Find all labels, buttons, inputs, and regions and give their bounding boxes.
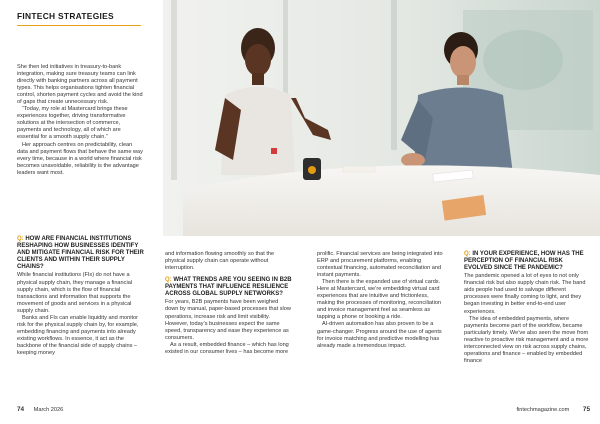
intro-column	[17, 64, 144, 177]
column-1	[17, 236, 144, 357]
paragraph: AI-driven automation has also proven to be a game-changer. Progress around the use of agents for invoice matching and predictive modelling has already made a tremendous impact.	[317, 321, 442, 349]
section-rule	[17, 25, 141, 26]
column-4	[464, 251, 591, 365]
paragraph: As a result, embedded finance – which has long existed in our consumer lives – has become more	[165, 341, 289, 355]
question-label: Q:	[17, 236, 24, 242]
paragraph: The pandemic opened a lot of eyes to not only financial risk but also supply chain risk. The band aids people had used to salvage different processes were finally coming to light, and they began investing in better end-to-end user experiences.	[464, 273, 586, 315]
intro-paragraph-2: “Today, my role at Mastercard brings these experiences together, driving transformative solutions at the intersection of commerce, payments and technology, all of which are essential for a smooth supply chain.”	[17, 106, 128, 141]
question-text: HOW ARE FINANCIAL INSTITUTIONS RESHAPING HOW BUSINESSES IDENTIFY AND MITIGATE FINANCIAL RISK FOR THEIR CLIENTS AND WITHIN THEIR SUPPLY CHAINS?	[17, 236, 144, 271]
intro-paragraph-3: Her approach centres on predictability, clean data and payment flows that behave the same way every time, because in a world where financial risk becomes unavoidable, reliability is the advantage leaders want most.	[17, 141, 143, 176]
question-text: IN YOUR EXPERIENCE, HOW HAS THE PERCEPTION OF FINANCIAL RISK EVOLVED SINCE THE PANDEMIC?	[464, 251, 584, 272]
intro-paragraph-1: She then led initiatives in treasury-to-bank integration, making sure treasury teams can link directly with banking partners across all payment types. This helps organisations tighten financial control, shorten payment cycles and avoid the kind of gaps that create unnecessary risk.	[17, 64, 143, 106]
page-number-right: 75	[582, 406, 590, 413]
meeting-photo	[163, 0, 600, 236]
paragraph: The idea of embedded payments, where payments become part of the workflow, became particularly timely. We’ve also seen the move from reactive to proactive risk management and a more interconnected view on risk across supply chains, operations and finance – enabled by embedded finance	[464, 315, 589, 364]
question-heading-1	[17, 236, 144, 271]
paragraph: While financial institutions (FIs) do not have a physical supply chain, they manage a financial supply chain, which is the flow of financial transactions and information that supports the movement of goods and services in a physical supply chain.	[17, 272, 133, 314]
paragraph: prolific. Financial services are being integrated into ERP and procurement platforms, enabling contextual financing, automated reconciliation and instant payments.	[317, 251, 443, 279]
footer-left	[17, 406, 63, 413]
question-label: Q:	[464, 251, 471, 257]
question-heading-2	[165, 277, 292, 298]
question-label: Q:	[165, 277, 172, 284]
section-title: FINTECH STRATEGIES	[17, 11, 114, 21]
paragraph: Banks and FIs can enable liquidity and monitor risk for the physical supply chain by, for example, embedding financing and payments into already existing workflows. In essence, it act as the backbone of the financial side of supply chains – keeping money	[17, 314, 139, 356]
paragraph: and information flowing smoothly so that the physical supply chain can operate without interruption.	[165, 251, 275, 272]
issue-date: March 2026	[33, 407, 64, 413]
site-url: fintechmagazine.com	[516, 407, 570, 413]
paragraph: Then there is the expanded use of virtual cards. Here at Mastercard, we’re embedding virtual card experiences that are intuitive and frictionless, making the processes of monitoring, reconciliation and invoice management feel as seamless as tapping a phone or booking a ride.	[317, 279, 442, 321]
footer-right	[516, 406, 590, 413]
question-heading-3	[464, 251, 591, 272]
page-number-left: 74	[17, 406, 25, 413]
column-2	[165, 251, 292, 356]
paragraph: For years, B2B payments have been weighed down by manual, paper-based processes that slow operations, increase risk and limit visibility. However, today’s businesses expect the same speed, transparency and ease they experience as consumers.	[165, 299, 291, 341]
question-text: WHAT TRENDS ARE YOU SEEING IN B2B PAYMENTS THAT INFLUENCE RESILIENCE ACROSS GLOBAL SUPPLY NETWORKS?	[165, 277, 292, 298]
column-3	[317, 251, 444, 350]
